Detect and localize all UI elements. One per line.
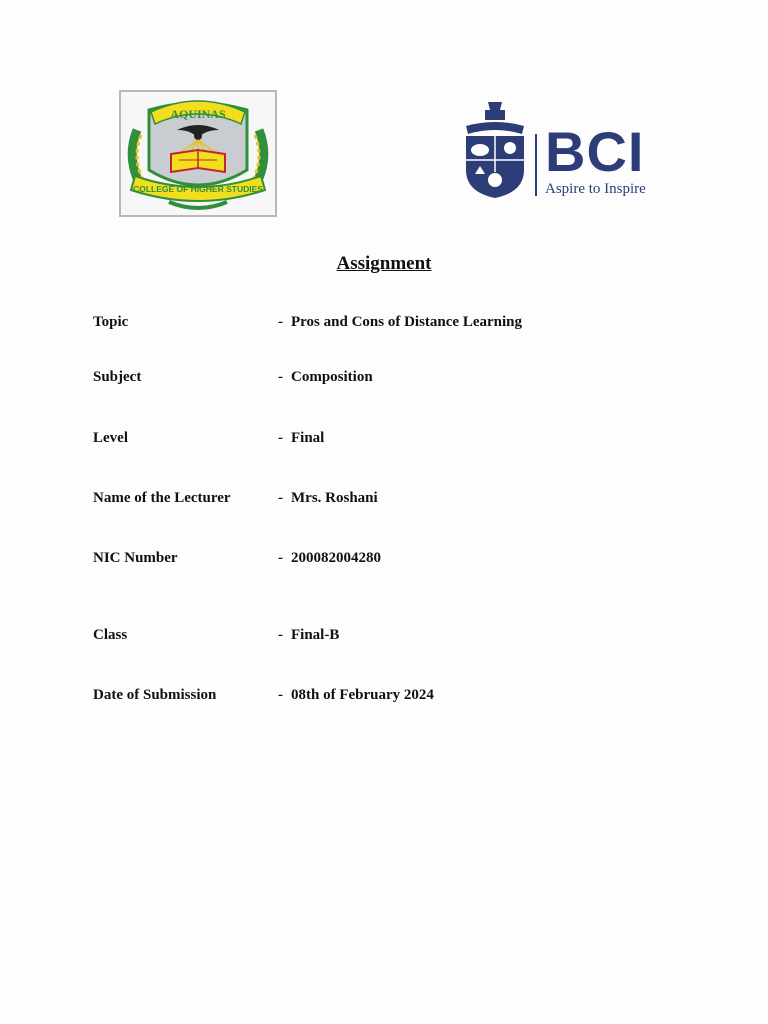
field-label: Topic — [93, 314, 129, 330]
field-label: NIC Number — [93, 550, 178, 566]
field-separator: - — [278, 627, 283, 643]
aquinas-college-logo — [119, 90, 277, 217]
field-separator: - — [278, 314, 283, 330]
aquinas-name-text: AQUINAS — [170, 107, 226, 121]
bci-crest-icon — [460, 100, 530, 200]
field-label: Name of the Lecturer — [93, 490, 231, 506]
field-separator: - — [278, 490, 283, 506]
field-value: Pros and Cons of Distance Learning — [291, 314, 522, 330]
bci-logo — [460, 100, 660, 200]
field-separator: - — [278, 430, 283, 446]
field-label: Class — [93, 627, 128, 643]
field-separator: - — [278, 369, 283, 385]
aquinas-banner-text: COLLEGE OF HIGHER STUDIES — [133, 184, 263, 194]
field-label: Subject — [93, 369, 142, 385]
field-separator: - — [278, 550, 283, 566]
field-value: Composition — [291, 369, 373, 385]
field-separator: - — [278, 687, 283, 703]
field-value: Final — [291, 430, 325, 446]
bci-divider — [535, 134, 537, 196]
page-title: Assignment — [336, 253, 432, 274]
field-value: Mrs. Roshani — [291, 490, 378, 506]
field-value: 08th of February 2024 — [291, 687, 434, 703]
aquinas-crest-icon — [119, 90, 277, 217]
bci-name: BCI — [545, 120, 645, 183]
field-value: 200082004280 — [291, 550, 381, 566]
bci-tagline: Aspire to Inspire — [545, 181, 646, 197]
field-label: Level — [93, 430, 128, 446]
field-label: Date of Submission — [93, 687, 217, 703]
field-value: Final-B — [291, 627, 340, 643]
